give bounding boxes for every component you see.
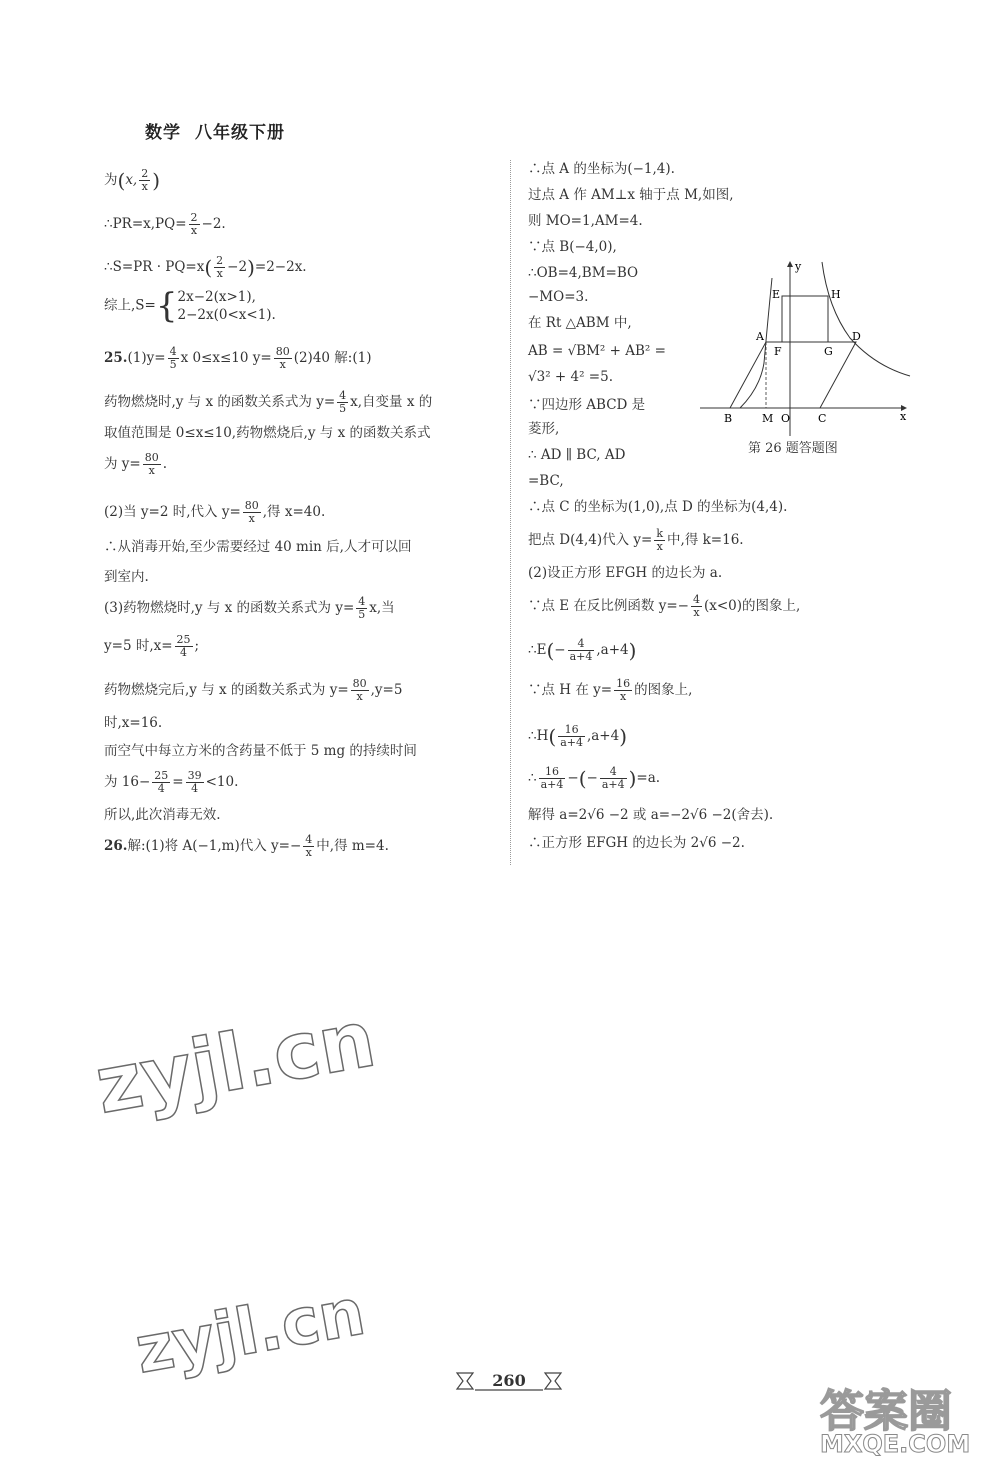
text: 为 16− xyxy=(104,774,151,790)
text: ∴H xyxy=(528,728,549,744)
line: 在 Rt △ABM 中, xyxy=(528,315,632,331)
site-logo: 答案圈 xyxy=(820,1386,952,1437)
line xyxy=(528,528,744,553)
text: <10. xyxy=(205,774,239,790)
text: − xyxy=(586,770,598,786)
fraction: $\frac{4}{a+4}$ xyxy=(569,637,593,663)
line: ∵四边形 ABCD 是 xyxy=(528,397,646,413)
label-y: y xyxy=(795,260,802,273)
fraction: $\frac{16}{x}$ xyxy=(616,677,631,703)
text: ∴ xyxy=(528,770,537,786)
text: =a. xyxy=(636,770,661,786)
rhombus-hyperbola-figure xyxy=(700,258,912,440)
fraction: $\frac{4}{5}$ xyxy=(358,595,366,621)
text: − xyxy=(567,770,579,786)
text: . xyxy=(162,456,168,472)
page-number: 260 xyxy=(492,1371,526,1390)
line: ∴S=PR · PQ=x( $\frac{2}{x}$ −2)=2−2x. xyxy=(104,254,307,280)
case-1: 2x−2(x>1), xyxy=(177,289,256,305)
line xyxy=(104,212,226,237)
fraction: $\frac{16}{a+4}$ xyxy=(540,765,564,791)
line: 综上,S={ 2x−2(x>1), 2−2x(0<x<1). xyxy=(104,286,276,326)
line: 解得 a=2√6 −2 或 a=−2√6 −2(舍去). xyxy=(528,807,774,823)
line xyxy=(528,678,692,703)
line xyxy=(104,596,395,621)
text: ,a+4 xyxy=(596,642,629,658)
text: − xyxy=(554,642,566,658)
column-divider xyxy=(510,160,511,865)
page-header xyxy=(145,118,285,143)
fraction: $\frac{4}{x}$ xyxy=(692,593,700,619)
line: 菱形, xyxy=(528,421,560,437)
text: (2)当 y=2 时,代入 y= xyxy=(104,504,241,520)
left-hyperbola-branch xyxy=(708,278,772,408)
text: 药物燃烧完后,y 与 x 的函数关系式为 y= xyxy=(104,682,349,698)
line: 到室内. xyxy=(104,569,149,585)
text: 把点 D(4,4)代入 y= xyxy=(528,532,653,548)
line: ∴E(− $\frac{4}{a+4}$ ,a+4) xyxy=(528,637,637,663)
fraction: $\frac{4}{x}$ xyxy=(305,833,313,859)
text: =2−2x. xyxy=(254,259,307,275)
fraction: $\frac{2}{x}$ xyxy=(216,254,224,280)
fraction: $\frac{4}{5}$ xyxy=(169,345,177,371)
case-2: 2−2x(0<x<1). xyxy=(177,307,276,323)
fraction: $\frac{4}{a+4}$ xyxy=(601,765,625,791)
label-b: B xyxy=(724,412,733,425)
line: ∴正方形 EFGH 的边长为 2√6 −2. xyxy=(528,835,745,851)
text: −2. xyxy=(201,216,226,232)
fraction: $\frac{80}{x}$ xyxy=(352,677,367,703)
label-a: A xyxy=(756,330,764,343)
text: ,a+4 xyxy=(586,728,620,744)
line xyxy=(104,834,389,859)
question-number: 25. xyxy=(104,350,128,366)
fraction: $\frac{25}{4}$ xyxy=(154,769,169,795)
line: ∴ AD ∥ BC, AD xyxy=(528,447,626,463)
header-grade: 八年级下册 xyxy=(195,123,285,143)
line: √3² + 4² =5. xyxy=(528,369,613,385)
line: 过点 A 作 AM⊥x 轴于点 M,如图, xyxy=(528,187,734,203)
line: ∴从消毒开始,至少需要经过 40 min 后,人才可以回 xyxy=(104,539,412,555)
line: AB = √BM² + AB² = xyxy=(528,343,666,359)
fraction: $\frac{4}{5}$ xyxy=(339,389,347,415)
text: (1)y= xyxy=(127,350,166,366)
text: 药物燃烧时,y 与 x 的函数关系式为 y= xyxy=(104,394,336,410)
line xyxy=(104,390,432,415)
text: x,当 xyxy=(369,600,395,616)
line: 而空气中每立方米的含药量不低于 5 mg 的持续时间 xyxy=(104,743,417,759)
line: ∴点 A 的坐标为(−1,4). xyxy=(528,161,675,177)
text: ; xyxy=(194,638,200,654)
line: ∴点 C 的坐标为(1,0),点 D 的坐标为(4,4). xyxy=(528,499,788,515)
text: x, xyxy=(125,172,138,188)
line: ∴ $\frac{16}{a+4}$ −(− $\frac{4}{a+4}$ )=a. xyxy=(528,765,661,791)
text: ,y=5 xyxy=(370,682,403,698)
line xyxy=(104,452,167,477)
right-hyperbola-branch xyxy=(822,262,910,376)
label-o: O xyxy=(781,412,791,425)
text: −2 xyxy=(227,259,248,275)
line: −MO=3. xyxy=(528,289,589,305)
line: 则 MO=1,AM=4. xyxy=(528,213,643,229)
line xyxy=(104,634,199,659)
text: 为 xyxy=(104,172,118,188)
fraction: $\frac{k}{x}$ xyxy=(656,527,664,553)
fraction: $\frac{80}{x}$ xyxy=(275,345,290,371)
line: ∴H( $\frac{16}{a+4}$ ,a+4) xyxy=(528,723,628,749)
label-g: G xyxy=(824,345,833,358)
text: ∴PR=x,PQ= xyxy=(104,216,187,232)
question-number: 26. xyxy=(104,838,128,854)
line: ∵点 B(−4,0), xyxy=(528,239,617,255)
line xyxy=(104,770,238,795)
figure-caption: 第 26 题答题图 xyxy=(748,441,838,456)
fraction: $\frac{2}{x}$ xyxy=(190,211,198,237)
text: ∴E xyxy=(528,642,547,658)
label-m: M xyxy=(762,412,774,425)
text: y=5 时,x= xyxy=(104,638,173,654)
fraction: $\frac{39}{4}$ xyxy=(187,769,202,795)
text: (3)药物燃烧时,y 与 x 的函数关系式为 y= xyxy=(104,600,355,616)
label-h: H xyxy=(831,288,841,301)
label-d: D xyxy=(852,330,861,343)
square-efgh xyxy=(782,296,828,342)
text: x 0≤x≤10 y= xyxy=(180,350,272,366)
fraction: $\frac{80}{x}$ xyxy=(244,499,259,525)
line: =BC, xyxy=(528,473,564,489)
text: ,得 x=40. xyxy=(262,504,326,520)
text: ∵点 E 在反比例函数 y=− xyxy=(528,598,689,614)
text: ∵点 H 在 y= xyxy=(528,682,613,698)
text: 中,得 k=16. xyxy=(667,532,744,548)
text: (2)40 解:(1) xyxy=(293,350,372,366)
fraction: $\frac{25}{4}$ xyxy=(176,633,191,659)
label-f: F xyxy=(774,345,782,358)
text: 为 y= xyxy=(104,456,141,472)
fraction: $\frac{80}{x}$ xyxy=(144,451,159,477)
watermark: zyjl.cn xyxy=(89,994,382,1132)
site-url: MXQE.COM xyxy=(820,1430,971,1458)
label-e: E xyxy=(772,288,781,301)
line: (2)设正方形 EFGH 的边长为 a. xyxy=(528,565,723,581)
header-subject: 数学 xyxy=(145,123,181,143)
text: 综上,S= xyxy=(104,297,156,314)
line: 为(x, $\frac{2}{x}$ ) xyxy=(104,167,161,193)
line xyxy=(104,500,325,525)
text: x,自变量 x 的 xyxy=(350,394,433,410)
text: 中,得 m=4. xyxy=(316,838,389,854)
line: 时,x=16. xyxy=(104,715,163,731)
text: ∴S=PR · PQ=x xyxy=(104,259,205,275)
text: = xyxy=(172,774,184,790)
line xyxy=(104,678,402,703)
line: 所以,此次消毒无效. xyxy=(104,807,221,823)
line: ∴OB=4,BM=BO xyxy=(528,265,639,281)
fraction: $\frac{2}{x}$ xyxy=(141,167,149,193)
fraction: $\frac{16}{a+4}$ xyxy=(560,723,583,749)
watermark: zyjl.cn xyxy=(130,1275,371,1389)
text: 解:(1)将 A(−1,m)代入 y=− xyxy=(127,838,302,854)
text: 的图象上, xyxy=(634,682,693,698)
line xyxy=(528,594,800,619)
line xyxy=(104,346,371,371)
text: (x<0)的图象上, xyxy=(703,598,801,614)
label-x: x xyxy=(900,410,907,423)
line: 取值范围是 0≤x≤10,药物燃烧后,y 与 x 的函数关系式 xyxy=(104,425,431,441)
label-c: C xyxy=(818,412,827,425)
